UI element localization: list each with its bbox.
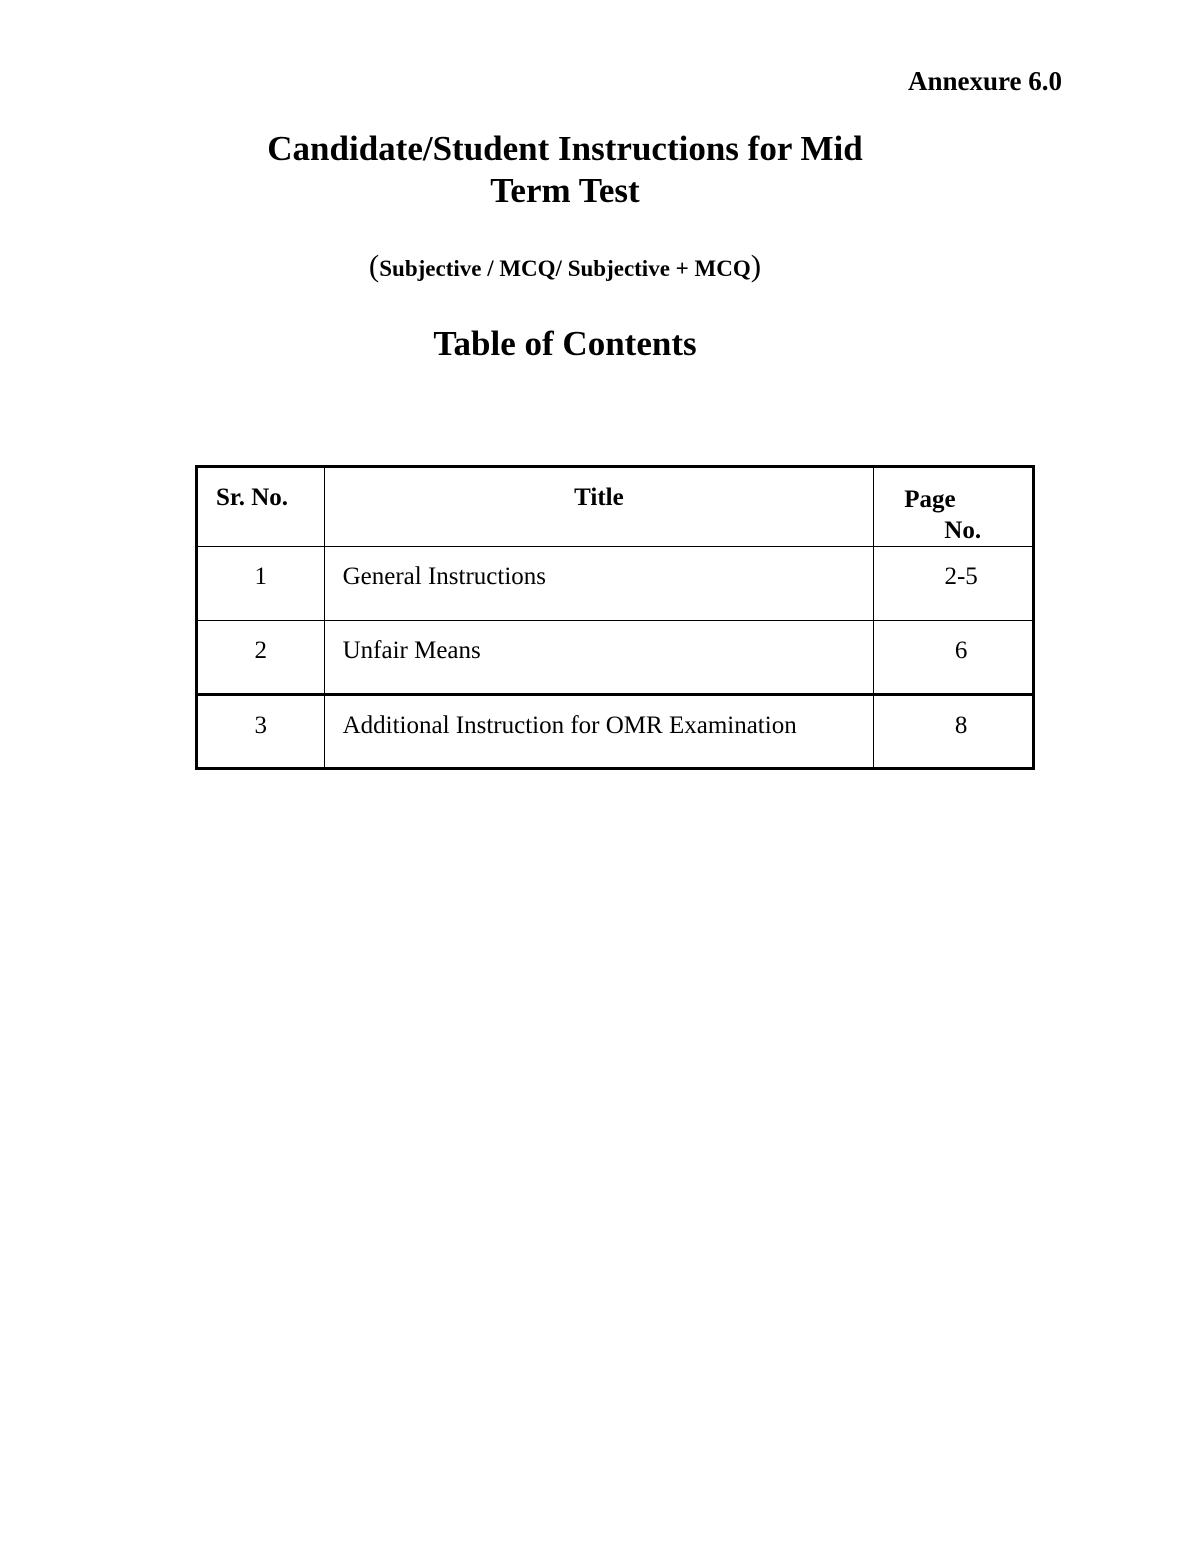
table-row [197,621,1034,695]
header-title: Title [324,467,874,547]
annexure-label: Annexure 6.0 [907,66,1062,96]
header-sr-no: Sr. No. [197,467,325,547]
exam-type-subtitle [240,248,890,284]
toc-header-row [197,467,1034,547]
header-page-line-1: Page [904,486,956,513]
header-page-no [874,467,1034,547]
document-title-line-1: Candidate/Student Instructions for Mid [267,129,863,168]
row-sr-no: 1 [197,547,325,621]
subtitle-open-paren: ( [368,248,380,283]
row-title: Additional Instruction for OMR Examination [324,695,874,769]
toc-heading: Table of Contents [433,324,697,363]
document-title-line-2: Term Test [490,171,640,210]
row-title: Unfair Means [324,621,874,695]
table-row [197,695,1034,769]
table-row [197,547,1034,621]
row-sr-no: 3 [197,695,325,769]
row-page: 6 [874,621,1034,695]
row-page: 2-5 [874,547,1034,621]
subtitle-text: Subjective / MCQ/ Subjective + MCQ [379,256,751,281]
header-page-line-2: No. [944,517,982,544]
row-page: 8 [874,695,1034,769]
toc-table [195,465,1035,770]
row-title: General Instructions [324,547,874,621]
subtitle-close-paren: ) [750,248,762,283]
document-title [240,128,890,212]
row-sr-no: 2 [197,621,325,695]
